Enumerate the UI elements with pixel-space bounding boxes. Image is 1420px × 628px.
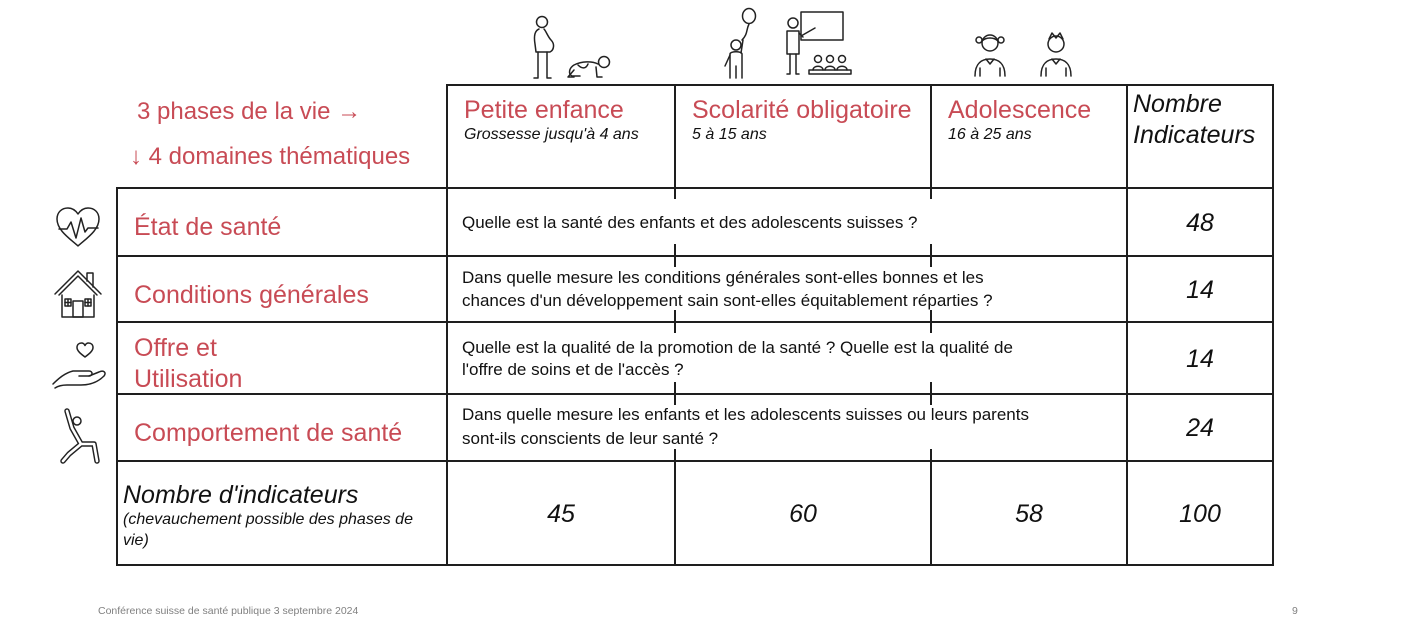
boy-icon	[1035, 30, 1077, 78]
indicator-count-header	[1127, 85, 1273, 188]
phases-axis-label: 3 phases de la vie →	[137, 98, 362, 125]
column-tick	[930, 187, 932, 199]
teacher-with-board-icon	[781, 10, 857, 78]
phase-header-adolescence	[931, 85, 1127, 188]
phase-title: Petite enfance	[464, 96, 624, 124]
totals-note-line: (chevauchement possible des phases de	[123, 511, 413, 528]
heart-pulse-icon	[54, 205, 102, 249]
question-line: Quelle est la santé des enfants et des adolescents suisses ?	[462, 213, 918, 232]
domains-axis-label: ↓ 4 domaines thématiques	[130, 143, 411, 170]
domain-question	[462, 211, 918, 235]
phase-header-scolarite-obligatoire	[675, 85, 931, 188]
domain-indicator-count: 14	[1186, 345, 1214, 373]
table-border	[116, 460, 1274, 462]
girl-icon	[970, 30, 1010, 78]
question-line: sont-ils conscients de leur santé ?	[462, 429, 719, 448]
pregnant-woman-and-baby-icon	[522, 12, 616, 82]
column-tick	[930, 310, 932, 333]
page-number: 9	[1292, 605, 1298, 617]
totals-note	[123, 509, 413, 551]
column-tick	[674, 310, 676, 333]
phase-title: Adolescence	[948, 96, 1092, 124]
column-tick	[674, 244, 676, 267]
total-petite-enfance: 45	[547, 500, 575, 528]
table-border	[116, 564, 1274, 566]
column-tick	[930, 382, 932, 405]
column-tick	[674, 187, 676, 199]
column-tick	[674, 382, 676, 405]
domain-name-etat-de-sante	[134, 212, 281, 242]
count-header-line: Indicateurs	[1133, 121, 1256, 149]
question-line: Quelle est la qualité de la promotion de la santé ? Quelle est la qualité de	[462, 338, 1013, 357]
count-header-line: Nombre	[1133, 90, 1222, 118]
table-border	[116, 187, 118, 565]
house-icon	[53, 268, 103, 320]
footer-text: Conférence suisse de santé publique 3 septembre 2024	[98, 605, 359, 617]
table-border	[116, 255, 1274, 257]
question-line: l'offre de soins et de l'accès ?	[462, 360, 684, 379]
domain-name-conditions-generales	[134, 280, 369, 310]
totals-note-line: vie)	[123, 532, 149, 549]
domain-indicator-count: 48	[1186, 209, 1214, 237]
domain-indicator-count: 24	[1186, 414, 1214, 442]
domain-question	[462, 266, 993, 312]
total-adolescence: 58	[1015, 500, 1043, 528]
total-scolarite-obligatoire: 60	[789, 500, 817, 528]
domain-name-line: Conditions générales	[134, 281, 369, 309]
phase-subtitle: Grossesse jusqu'à 4 ans	[464, 126, 639, 143]
column-tick	[930, 244, 932, 267]
question-line: Dans quelle mesure les enfants et les adolescents suisses ou leurs parents	[462, 405, 1029, 424]
domain-name-line: Offre et	[134, 334, 217, 362]
domain-indicator-count: 14	[1186, 276, 1214, 304]
hand-heart-icon	[51, 339, 109, 389]
table-border	[116, 393, 1274, 395]
phase-header-petite-enfance	[447, 85, 675, 188]
phase-subtitle: 5 à 15 ans	[692, 126, 767, 143]
totals-label: Nombre d'indicateurs	[123, 481, 359, 509]
domain-name-comportement-de-sante	[134, 418, 402, 448]
phase-title: Scolarité obligatoire	[692, 96, 912, 124]
domain-question	[462, 403, 1029, 451]
child-with-balloon-icon	[716, 4, 766, 82]
table-border	[116, 321, 1274, 323]
total-all-indicators: 100	[1179, 500, 1221, 528]
domain-question	[462, 337, 1013, 381]
domain-name-line: Utilisation	[134, 365, 243, 393]
domain-name-line: Comportement de santé	[134, 419, 403, 447]
phase-subtitle: 16 à 25 ans	[948, 126, 1032, 143]
yoga-person-icon	[59, 408, 103, 464]
domain-name-offre-utilisation	[134, 333, 242, 395]
question-line: chances d'un développement sain sont-elles équitablement réparties ?	[462, 291, 993, 310]
domain-name-line: État de santé	[134, 213, 282, 241]
question-line: Dans quelle mesure les conditions générales sont-elles bonnes et les	[462, 268, 984, 287]
